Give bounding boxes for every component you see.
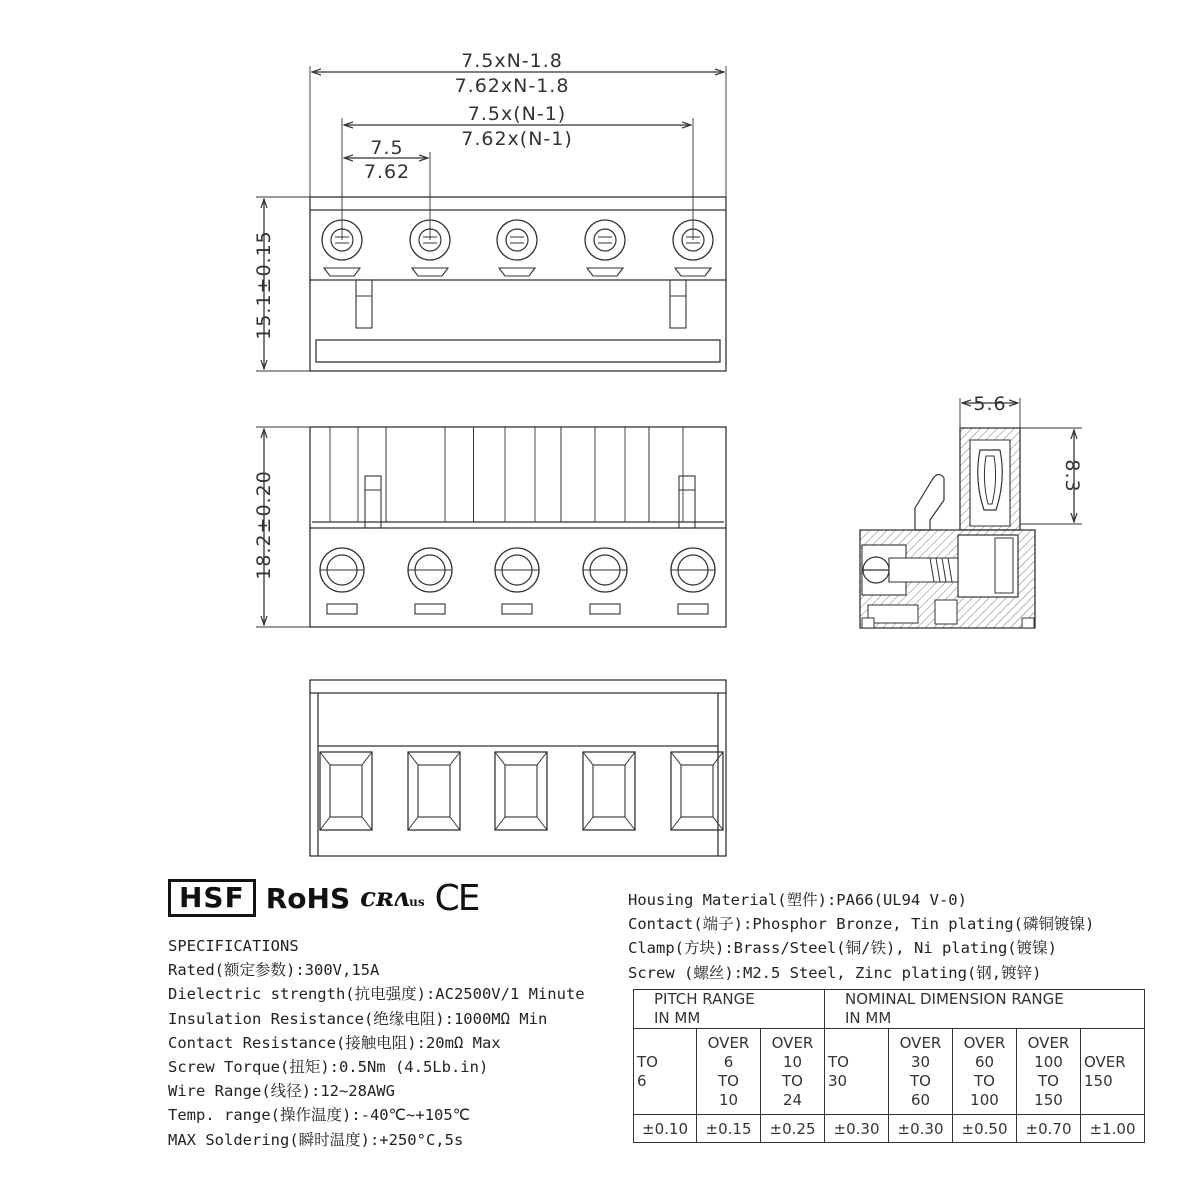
specifications-heading: SPECIFICATIONS [168, 937, 299, 955]
window-outer [583, 752, 635, 830]
window-bevel [537, 817, 547, 830]
wire-entry [675, 268, 711, 276]
range-line: TO [828, 1052, 849, 1071]
range-line: 60 [974, 1052, 995, 1071]
range-line: TO [637, 1052, 658, 1071]
nominal-range-header [825, 990, 1145, 1029]
tolerance-cell: ±0.50 [953, 1115, 1017, 1143]
header-line: IN MM [845, 1009, 892, 1027]
range-line: OVER [1027, 1033, 1070, 1052]
range-cell [1081, 1029, 1145, 1115]
range-cell [889, 1029, 953, 1115]
window-bevel [408, 752, 418, 765]
window-inner [505, 765, 537, 817]
spec-line: Rated(额定参数):300V,15A [168, 961, 380, 980]
wire-entry [324, 268, 360, 276]
range-cell [697, 1029, 761, 1115]
rohs-logo: RoHS [265, 881, 351, 915]
window-outer [671, 752, 723, 830]
window-bevel [362, 752, 372, 765]
spec-line: Insulation Resistance(绝缘电阻):1000MΩ Min [168, 1009, 548, 1028]
front-view [253, 427, 726, 627]
range-line: OVER [963, 1033, 1006, 1052]
ul-mark: cʀʌ [360, 883, 410, 913]
window-inner [593, 765, 625, 817]
header-line: NOMINAL DIMENSION RANGE [845, 990, 1064, 1008]
range-cell [761, 1029, 825, 1115]
tolerance-cell: ±0.70 [1017, 1115, 1081, 1143]
front-view-height-label: 18.2±0.20 [253, 470, 275, 580]
span-label-b: 7.62x(N-1) [461, 128, 573, 150]
material-line: Clamp(方块):Brass/Steel(铜/铁), Ni plating(镀镍) [628, 939, 1057, 958]
specifications-block [168, 934, 585, 1152]
range-line: TO [910, 1071, 931, 1090]
material-line: Screw (螺丝):M2.5 Steel, Zinc plating(钢,镀锌) [628, 963, 1042, 982]
range-cell [1017, 1029, 1081, 1115]
spec-line: Dielectric strength(抗电强度):AC2500V/1 Minute [168, 985, 585, 1004]
window-outer [320, 752, 372, 830]
materials-block [628, 888, 1094, 985]
screw-head-outer [497, 220, 537, 260]
window-bevel [450, 752, 460, 765]
window-bevel [320, 752, 330, 765]
ce-logo: CE [434, 877, 479, 919]
pin-slot [327, 604, 357, 614]
tolerance-row [634, 1115, 1145, 1143]
range-cell [634, 1029, 697, 1115]
latch [365, 476, 381, 528]
range-cell [825, 1029, 889, 1115]
screw-head-inner [594, 229, 616, 251]
top-view-height-label: 15.1±0.15 [253, 230, 275, 340]
range-line: TO [974, 1071, 995, 1090]
tolerance-cell: ±0.30 [825, 1115, 889, 1143]
window-bevel [320, 817, 330, 830]
header-line: IN MM [654, 1009, 701, 1027]
ul-us-text: us [409, 895, 425, 909]
window-inner [330, 765, 362, 817]
wire-entry [412, 268, 448, 276]
hsf-logo: HSF [168, 879, 256, 917]
pitch-label-b: 7.62 [363, 161, 411, 183]
range-line: TO [782, 1071, 803, 1090]
window-bevel [583, 817, 593, 830]
range-line: 30 [828, 1071, 848, 1090]
pitch-range-header [634, 990, 825, 1029]
pitch-label-a: 7.5 [370, 137, 404, 159]
window-bevel [495, 752, 505, 765]
tolerance-cell: ±0.25 [761, 1115, 825, 1143]
top-dimensions [310, 50, 726, 240]
pin-slot [415, 604, 445, 614]
range-row [634, 1029, 1145, 1115]
range-line: OVER [771, 1033, 814, 1052]
range-line: TO [1038, 1071, 1059, 1090]
window-bevel [583, 752, 593, 765]
span-label-a: 7.5x(N-1) [467, 103, 567, 125]
range-line: OVER [899, 1033, 942, 1052]
certification-logos [168, 878, 479, 918]
material-line: Housing Material(塑件):PA66(UL94 V-0) [628, 891, 967, 909]
range-line: 24 [782, 1090, 803, 1109]
window-outer [495, 752, 547, 830]
header-line: PITCH RANGE [654, 990, 755, 1008]
screw-head-inner [506, 229, 528, 251]
latch [356, 280, 372, 328]
window-bevel [625, 817, 635, 830]
window-bevel [495, 817, 505, 830]
range-line: 10 [718, 1090, 739, 1109]
window-bevel [671, 817, 681, 830]
pin-slot [590, 604, 620, 614]
range-line: TO [718, 1071, 739, 1090]
wire-entry [587, 268, 623, 276]
bottom-view [310, 680, 726, 856]
tolerance-cell: ±0.10 [634, 1115, 697, 1143]
window-bevel [362, 817, 372, 830]
range-line: OVER [1084, 1052, 1126, 1071]
screw-head-outer [585, 220, 625, 260]
spec-line: MAX Soldering(瞬时温度):+250°C,5s [168, 1130, 464, 1149]
ul-logo [360, 883, 424, 913]
side-width-label: 5.6 [973, 393, 1007, 415]
window-bevel [625, 752, 635, 765]
top-view [253, 197, 726, 371]
spec-line: Screw Torque(扭矩):0.5Nm (4.5Lb.in) [168, 1058, 489, 1077]
range-line: 60 [910, 1090, 931, 1109]
range-line: 100 [1034, 1052, 1063, 1071]
pin-slot [678, 604, 708, 614]
window-bevel [450, 817, 460, 830]
range-line: 150 [1084, 1071, 1113, 1090]
spec-line: Temp. range(操作温度):-40℃~+105℃ [168, 1106, 471, 1125]
wire-entry [499, 268, 535, 276]
tolerance-cell: ±0.15 [697, 1115, 761, 1143]
tolerance-cell: ±1.00 [1081, 1115, 1145, 1143]
range-line: 6 [637, 1071, 647, 1090]
pin-slot [502, 604, 532, 614]
side-section-view [860, 393, 1083, 628]
range-line: OVER [707, 1033, 750, 1052]
range-line: 150 [1034, 1090, 1063, 1109]
material-line: Contact(端子):Phosphor Bronze, Tin plating(磷铜镀镍) [628, 915, 1095, 934]
window-outer [408, 752, 460, 830]
latch [679, 476, 695, 528]
range-cell [953, 1029, 1017, 1115]
window-inner [418, 765, 450, 817]
range-line: 6 [723, 1052, 734, 1071]
range-line: 30 [910, 1052, 931, 1071]
window-bevel [537, 752, 547, 765]
window-inner [681, 765, 713, 817]
spec-line: Wire Range(线径):12~28AWG [168, 1082, 395, 1101]
window-bevel [671, 752, 681, 765]
range-line: 100 [970, 1090, 999, 1109]
overall-width-label-b: 7.62xN-1.8 [454, 75, 570, 97]
range-line: 10 [782, 1052, 803, 1071]
overall-width-label-a: 7.5xN-1.8 [461, 50, 563, 72]
spec-line: Contact Resistance(接触电阻):20mΩ Max [168, 1033, 501, 1052]
tolerance-table [633, 989, 1145, 1143]
side-height-label: 8.3 [1061, 459, 1083, 493]
tolerance-cell: ±0.30 [889, 1115, 953, 1143]
window-bevel [408, 817, 418, 830]
latch [670, 280, 686, 328]
